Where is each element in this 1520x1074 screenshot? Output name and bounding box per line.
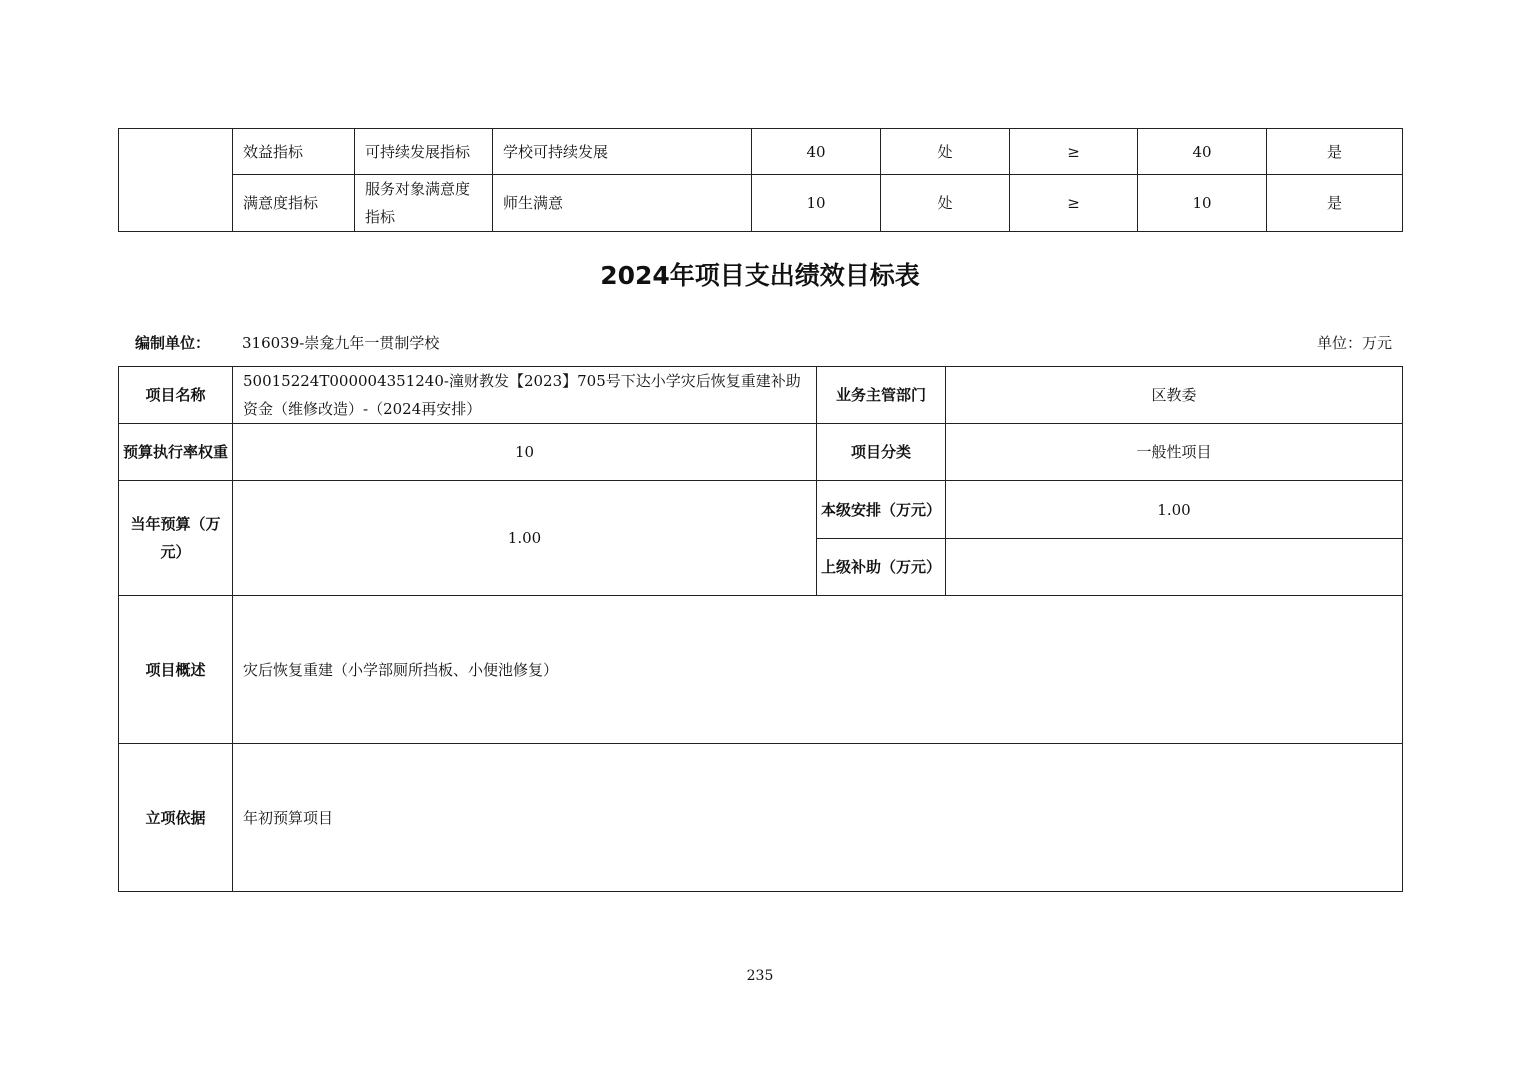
- superior-subsidy-value: [946, 539, 1403, 596]
- project-category-label: 项目分类: [817, 424, 946, 481]
- indicator-content: 师生满意: [493, 175, 752, 232]
- first-level-indicator-cell: [119, 129, 233, 232]
- project-overview-value: 灾后恢复重建（小学部厕所挡板、小便池修复）: [233, 596, 1403, 744]
- local-allocation-label: 本级安排（万元）: [817, 481, 946, 539]
- execution-weight-value: 10: [233, 424, 817, 481]
- execution-weight-label: 预算执行率权重: [119, 424, 233, 481]
- target-value: 10: [752, 175, 881, 232]
- actual-value: 40: [1138, 129, 1267, 175]
- department-value: 区教委: [946, 367, 1403, 424]
- local-allocation-value: 1.00: [946, 481, 1403, 539]
- project-basis-label: 立项依据: [119, 744, 233, 892]
- achieved-flag: 是: [1267, 175, 1403, 232]
- table-row: [119, 481, 1403, 539]
- comparison-operator: ≥: [1010, 175, 1138, 232]
- table-row: [119, 596, 1403, 744]
- project-category-value: 一般性项目: [946, 424, 1403, 481]
- page-number: 235: [746, 968, 774, 984]
- target-value: 40: [752, 129, 881, 175]
- table-row: [119, 424, 1403, 481]
- project-name-label: 项目名称: [119, 367, 233, 424]
- project-basis-value: 年初预算项目: [233, 744, 1403, 892]
- indicator-content: 学校可持续发展: [493, 129, 752, 175]
- project-info-table: [118, 366, 1403, 892]
- project-name-value: 50015224T000004351240-潼财教发【2023】705号下达小学灾后恢复重建补助资金（维修改造）-（2024再安排）: [233, 367, 817, 424]
- annual-budget-value: 1.00: [233, 481, 817, 596]
- actual-value: 10: [1138, 175, 1267, 232]
- achieved-flag: 是: [1267, 129, 1403, 175]
- compiling-unit-label: 编制单位：: [135, 334, 211, 352]
- third-level-indicator: 服务对象满意度指标: [355, 175, 493, 232]
- currency-unit-note: 单位：万元: [1316, 334, 1392, 352]
- table-row: [119, 129, 1403, 175]
- superior-subsidy-label: 上级补助（万元）: [817, 539, 946, 596]
- third-level-indicator: 可持续发展指标: [355, 129, 493, 175]
- compiling-unit-value: 316039-崇龛九年一贯制学校: [242, 334, 440, 352]
- comparison-operator: ≥: [1010, 129, 1138, 175]
- measure-unit: 处: [881, 129, 1010, 175]
- annual-budget-label: 当年预算（万元）: [119, 481, 233, 596]
- indicator-table-continuation: [118, 128, 1403, 232]
- department-label: 业务主管部门: [817, 367, 946, 424]
- table-row: [119, 367, 1403, 424]
- second-level-indicator: 满意度指标: [233, 175, 355, 232]
- table-row: [119, 175, 1403, 232]
- measure-unit: 处: [881, 175, 1010, 232]
- second-level-indicator: 效益指标: [233, 129, 355, 175]
- project-overview-label: 项目概述: [119, 596, 233, 744]
- table-row: [119, 744, 1403, 892]
- document-title: 2024年项目支出绩效目标表: [600, 261, 920, 290]
